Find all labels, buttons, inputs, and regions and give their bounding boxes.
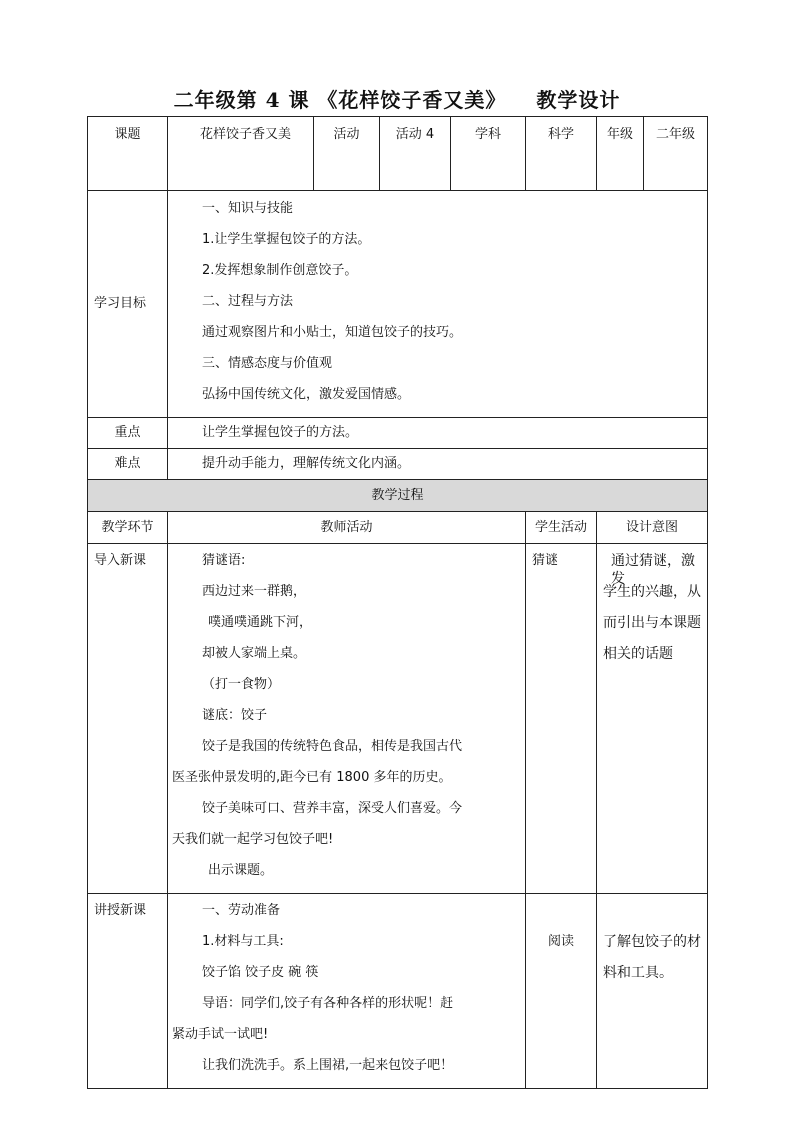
teach-intent-cell bbox=[597, 894, 708, 1089]
teacher-line: 导语：同学们,饺子有各种各样的形状呢！赶 bbox=[202, 996, 454, 1011]
teacher-line: 饺子是我国的传统特色食品，相传是我国古代 bbox=[202, 739, 463, 754]
key-point-value: 让学生掌握包饺子的方法。 bbox=[168, 418, 708, 449]
teach-stage-cell bbox=[88, 894, 168, 1089]
objective-line: 二、过程与方法 bbox=[202, 294, 294, 309]
intent-line: 学生的兴趣，从 bbox=[603, 584, 701, 600]
lesson-label: 课题 bbox=[88, 117, 168, 191]
objective-line: 三、情感态度与价值观 bbox=[202, 356, 333, 371]
key-point-row bbox=[88, 418, 708, 449]
teacher-line: 紧动手试一试吧! bbox=[172, 1027, 269, 1042]
teacher-line: 谜底：饺子 bbox=[202, 708, 268, 723]
teacher-line: 猜谜语: bbox=[202, 553, 246, 568]
title-main: 二年级第 4 课 《花样饺子香又美》 bbox=[173, 88, 507, 112]
intent-line: 而引出与本课题 bbox=[603, 615, 701, 631]
teacher-line: （打一食物） bbox=[202, 677, 281, 692]
process-section-row bbox=[88, 480, 708, 512]
difficulty-value: 提升动手能力，理解传统文化内涵。 bbox=[168, 449, 708, 480]
column-header-teacher: 教师活动 bbox=[168, 512, 526, 544]
teacher-line: 1.材料与工具: bbox=[202, 934, 284, 949]
grade-value: 二年级 bbox=[644, 117, 708, 191]
objective-line: 一、知识与技能 bbox=[202, 201, 294, 216]
process-section-title: 教学过程 bbox=[88, 480, 708, 512]
objective-line: 1.让学生掌握包饺子的方法。 bbox=[202, 232, 371, 247]
intro-stage: 导入新课 bbox=[94, 553, 147, 568]
intent-line: 通过猜谜，激发 bbox=[611, 553, 695, 587]
title-suffix: 教学设计 bbox=[536, 88, 621, 112]
column-header-student: 学生活动 bbox=[526, 512, 597, 544]
activity-label: 活动 bbox=[314, 117, 380, 191]
teach-student-activity: 阅读 bbox=[547, 934, 574, 949]
key-point-label: 重点 bbox=[88, 418, 168, 449]
subject-label: 学科 bbox=[451, 117, 526, 191]
intro-student-cell bbox=[526, 544, 597, 894]
teach-student-cell bbox=[526, 894, 597, 1089]
teach-teacher-cell bbox=[168, 894, 526, 1089]
objective-line: 2.发挥想象制作创意饺子。 bbox=[202, 263, 358, 278]
lesson-value: 花样饺子香又美 bbox=[168, 117, 314, 191]
teacher-line: 西边过来一群鹅， bbox=[202, 584, 307, 599]
column-header-stage: 教学环节 bbox=[88, 512, 168, 544]
column-header-intent: 设计意图 bbox=[597, 512, 708, 544]
activity-value: 活动 4 bbox=[380, 117, 451, 191]
lesson-plan-table bbox=[87, 116, 708, 1089]
teach-row bbox=[88, 894, 708, 1089]
process-column-headers bbox=[88, 512, 708, 544]
difficulty-label: 难点 bbox=[88, 449, 168, 480]
subject-value: 科学 bbox=[526, 117, 597, 191]
teacher-line: 让我们洗洗手。系上围裙,一起来包饺子吧！ bbox=[202, 1058, 454, 1073]
teacher-line: 出示课题。 bbox=[208, 863, 274, 878]
objective-line: 通过观察图片和小贴士，知道包饺子的技巧。 bbox=[202, 325, 463, 340]
intro-teacher-cell bbox=[168, 544, 526, 894]
difficulty-row bbox=[88, 449, 708, 480]
teacher-line: 医圣张仲景发明的,距今已有 1800 多年的历史。 bbox=[172, 770, 452, 785]
document-title bbox=[0, 84, 794, 113]
objectives-content bbox=[168, 191, 708, 418]
intent-line: 料和工具。 bbox=[603, 965, 673, 981]
objectives-row bbox=[88, 191, 708, 418]
teacher-line: 噗通噗通跳下河， bbox=[208, 615, 313, 630]
intent-line: 相关的话题 bbox=[603, 646, 673, 662]
intent-line: 了解包饺子的材 bbox=[603, 934, 701, 950]
intro-student-activity: 猜谜 bbox=[532, 553, 559, 568]
teacher-line: 饺子馅 饺子皮 碗 筷 bbox=[202, 965, 319, 980]
header-row bbox=[88, 117, 708, 191]
objectives-label: 学习目标 bbox=[88, 191, 168, 418]
intro-intent-cell bbox=[597, 544, 708, 894]
teacher-line: 饺子美味可口、营养丰富，深受人们喜爱。今 bbox=[202, 801, 463, 816]
teacher-line: 天我们就一起学习包饺子吧! bbox=[172, 832, 334, 847]
grade-label: 年级 bbox=[597, 117, 644, 191]
teacher-line: 一、劳动准备 bbox=[202, 903, 281, 918]
intro-row bbox=[88, 544, 708, 894]
intro-stage-cell bbox=[88, 544, 168, 894]
teacher-line: 却被人家端上桌。 bbox=[202, 646, 307, 661]
teach-stage: 讲授新课 bbox=[94, 903, 147, 918]
objective-line: 弘扬中国传统文化，激发爱国情感。 bbox=[202, 387, 411, 402]
